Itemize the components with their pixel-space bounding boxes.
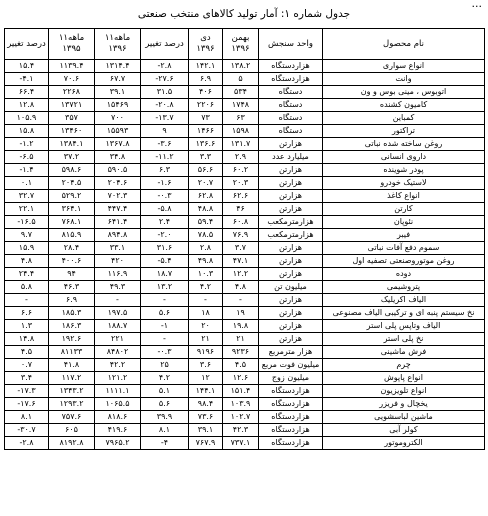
cell-11m-1396: ۷۰۰ — [95, 112, 141, 125]
cell-unit: هزارتن — [259, 164, 323, 177]
table-row — [5, 281, 485, 294]
cell-dey-1396: ۷۳.۶ — [189, 411, 223, 424]
cell-unit: هزاردستگاه — [259, 385, 323, 398]
cell-11m-1395: ۲۸.۴ — [49, 242, 95, 255]
cell-11m-1396: ۳۳.۱ — [95, 242, 141, 255]
cell-11m-1396: ۷۰۲.۳ — [95, 190, 141, 203]
table-caption: جدول شماره ۱: آمار تولید کالاهای منتخب صنعتی — [137, 8, 351, 20]
cell-change-pct-11m: ۱۴.۸ — [5, 333, 49, 346]
table-row — [5, 320, 485, 333]
cell-change-pct-11m: -۳۰.۷ — [5, 424, 49, 437]
cell-dey-1396: ۲۰.۷ — [189, 177, 223, 190]
cell-11m-1395: ۷۵۷.۶ — [49, 411, 95, 424]
cell-11m-1396: ۸۴۸۰۲ — [95, 346, 141, 359]
cell-change-pct-month: -۳.۶ — [141, 138, 189, 151]
cell-11m-1396: ۷۹۶۵.۲ — [95, 437, 141, 450]
cell-11m-1396: ۱۳۶۷.۸ — [95, 138, 141, 151]
cell-product-name: یخچال و فریزر — [323, 398, 485, 411]
cell-product-name: ماشین لباسشویی — [323, 411, 485, 424]
table-row — [5, 60, 485, 73]
cell-change-pct-month: ۴.۲ — [141, 372, 189, 385]
cell-unit: هزاردستگاه — [259, 398, 323, 411]
table-row — [5, 99, 485, 112]
cell-change-pct-month: ۹ — [141, 125, 189, 138]
cell-11m-1396: ۱۱۶.۹ — [95, 268, 141, 281]
table-row — [5, 255, 485, 268]
cell-11m-1395: ۲۲۶۸ — [49, 86, 95, 99]
cell-change-pct-11m: -۱۷.۶ — [5, 398, 49, 411]
cell-11m-1395: ۱۳۴۶۰ — [49, 125, 95, 138]
table-row — [5, 138, 485, 151]
cell-11m-1395: ۱۱۷.۲ — [49, 372, 95, 385]
cell-bahman-1396: ۲۰.۳ — [223, 177, 259, 190]
header-11m-1395: ۱۱ماهه ۱۳۹۵ — [49, 29, 95, 60]
cell-change-pct-11m: ۲۴.۴ — [5, 268, 49, 281]
cell-11m-1395: ۱۸۶.۳ — [49, 320, 95, 333]
cell-dey-1396: ۷۸.۵ — [189, 229, 223, 242]
table-row — [5, 73, 485, 86]
cell-11m-1396: ۴۴۷.۴ — [95, 203, 141, 216]
cell-bahman-1396: ۶۳ — [223, 112, 259, 125]
cell-change-pct-11m: ۳.۴ — [5, 372, 49, 385]
cell-product-name: فرش ماشینی — [323, 346, 485, 359]
cell-dey-1396: ۴۸.۸ — [189, 203, 223, 216]
production-stats-table — [4, 28, 485, 450]
cell-11m-1395: ۷۰.۶ — [49, 73, 95, 86]
cell-change-pct-11m: ۵.۸ — [5, 281, 49, 294]
cell-dey-1396: ۱۳۶.۶ — [189, 138, 223, 151]
cell-11m-1396: ۴۹.۳ — [95, 281, 141, 294]
cell-change-pct-month: -۴ — [141, 437, 189, 450]
cell-change-pct-month: ۵.۶ — [141, 307, 189, 320]
cell-change-pct-month: ۶.۳ — [141, 164, 189, 177]
cell-change-pct-month: -۰.۳ — [141, 190, 189, 203]
cell-dey-1396: ۴۰۶ — [189, 86, 223, 99]
table-row — [5, 372, 485, 385]
cell-11m-1396: ۱۳۱۴.۴ — [95, 60, 141, 73]
cell-11m-1395: ۴۱.۸ — [49, 359, 95, 372]
cell-bahman-1396: ۱۹.۸ — [223, 320, 259, 333]
cell-change-pct-month: -۱۳.۷ — [141, 112, 189, 125]
cell-change-pct-month: -۵.۸ — [141, 203, 189, 216]
cell-11m-1396: ۶۷.۷ — [95, 73, 141, 86]
cell-dey-1396: - — [189, 294, 223, 307]
cell-11m-1396: ۲۰۴.۶ — [95, 177, 141, 190]
cell-product-name: لاستیک خودرو — [323, 177, 485, 190]
cell-unit: هزاردستگاه — [259, 60, 323, 73]
table-row — [5, 190, 485, 203]
cell-change-pct-month: ۲.۴ — [141, 216, 189, 229]
table-row — [5, 125, 485, 138]
cell-dey-1396: ۱۴۲.۱ — [189, 60, 223, 73]
cell-11m-1395: ۳۷.۲ — [49, 151, 95, 164]
table-row — [5, 86, 485, 99]
table-row — [5, 411, 485, 424]
cell-dey-1396: ۳.۳ — [189, 151, 223, 164]
cell-product-name: داروی انسانی — [323, 151, 485, 164]
header-change-pct-month: درصد تغییر — [141, 29, 189, 60]
cell-unit: میلیون فوت مربع — [259, 359, 323, 372]
cell-11m-1395: ۱۲۹۳.۲ — [49, 398, 95, 411]
cell-11m-1395: ۳۶۴.۱ — [49, 203, 95, 216]
cell-change-pct-month: -۲۰.۸ — [141, 99, 189, 112]
cell-unit: هزارتن — [259, 138, 323, 151]
cell-unit: هزارتن — [259, 255, 323, 268]
cell-change-pct-11m: ۶۶.۴ — [5, 86, 49, 99]
cell-change-pct-month: ۱۳.۲ — [141, 281, 189, 294]
table-row — [5, 151, 485, 164]
cell-dey-1396: ۴۹.۸ — [189, 255, 223, 268]
cell-change-pct-11m: ۶.۶ — [5, 307, 49, 320]
cell-dey-1396: ۱۸ — [189, 307, 223, 320]
cell-change-pct-11m: ۱۰۵.۹ — [5, 112, 49, 125]
cell-11m-1396: ۱۸۸.۷ — [95, 320, 141, 333]
table-row — [5, 346, 485, 359]
header-bahman-1396: بهمن ۱۳۹۶ — [223, 29, 259, 60]
cell-product-name: کولر آبی — [323, 424, 485, 437]
cell-change-pct-month: -۱۱.۲ — [141, 151, 189, 164]
cell-change-pct-month: -۱.۶ — [141, 177, 189, 190]
cell-11m-1396: ۴۲.۲ — [95, 359, 141, 372]
cell-bahman-1396: ۴۲.۳ — [223, 424, 259, 437]
cell-product-name: الیاف وتاپس پلی استر — [323, 320, 485, 333]
cell-11m-1396: ۱۰۶۵.۵ — [95, 398, 141, 411]
cell-11m-1395: ۵۹۸.۶ — [49, 164, 95, 177]
cell-product-name: کامیون کشنده — [323, 99, 485, 112]
cell-11m-1395: ۳۵۷ — [49, 112, 95, 125]
cell-11m-1395: ۹۴ — [49, 268, 95, 281]
cell-product-name: پودر شوینده — [323, 164, 485, 177]
cell-bahman-1396: ۲.۹ — [223, 151, 259, 164]
cell-11m-1396: ۶۴۱.۴ — [95, 216, 141, 229]
cell-change-pct-11m: ۱۲.۸ — [5, 99, 49, 112]
cell-11m-1395: ۱۸۵.۳ — [49, 307, 95, 320]
table-row — [5, 229, 485, 242]
cell-change-pct-month: ۲۵ — [141, 359, 189, 372]
cell-change-pct-month: -۲۷.۶ — [141, 73, 189, 86]
cell-bahman-1396: - — [223, 294, 259, 307]
cell-dey-1396: ۱۴۴.۱ — [189, 385, 223, 398]
cell-dey-1396: ۹۱۹۶ — [189, 346, 223, 359]
cell-change-pct-month: -۱ — [141, 320, 189, 333]
cell-bahman-1396: ۶۲.۶ — [223, 190, 259, 203]
cell-unit: دستگاه — [259, 125, 323, 138]
cell-product-name: نئوپان — [323, 216, 485, 229]
table-row — [5, 294, 485, 307]
cell-bahman-1396: ۱۳۸.۲ — [223, 60, 259, 73]
cell-11m-1396: ۴۱۹.۶ — [95, 424, 141, 437]
cell-dey-1396: ۲۱ — [189, 333, 223, 346]
cell-product-name: نخ سیستم پنبه ای و ترکیبی الیاف مصنوعی — [323, 307, 485, 320]
cell-change-pct-month: ۳۱.۶ — [141, 242, 189, 255]
cell-change-pct-11m: ۱۵.۸ — [5, 125, 49, 138]
cell-11m-1396: ۱۹۷.۵ — [95, 307, 141, 320]
cell-11m-1396: - — [95, 294, 141, 307]
cell-change-pct-11m: ۱.۳ — [5, 320, 49, 333]
cell-product-name: روغن ساخته شده نباتی — [323, 138, 485, 151]
cell-11m-1396: ۱۱۱۱.۱ — [95, 385, 141, 398]
cell-change-pct-11m: -۱۷.۳ — [5, 385, 49, 398]
cell-product-name: کمباین — [323, 112, 485, 125]
cell-dey-1396: ۶۲.۸ — [189, 190, 223, 203]
cell-product-name: انواع سواری — [323, 60, 485, 73]
cell-change-pct-month: ۳۹.۹ — [141, 411, 189, 424]
cell-bahman-1396: ۱۵۹۸ — [223, 125, 259, 138]
cell-dey-1396: ۷۶۷.۹ — [189, 437, 223, 450]
table-row — [5, 242, 485, 255]
cell-product-name: پتروشیمی — [323, 281, 485, 294]
cell-dey-1396: ۲۰ — [189, 320, 223, 333]
cell-product-name: اتوبوس ، مینی بوس و ون — [323, 86, 485, 99]
cell-11m-1395: ۶۰۵ — [49, 424, 95, 437]
table-row — [5, 177, 485, 190]
cell-change-pct-11m: -۱۶.۵ — [5, 216, 49, 229]
cell-unit: هزارتن — [259, 294, 323, 307]
cell-unit: هزارتن — [259, 190, 323, 203]
table-row — [5, 268, 485, 281]
cell-11m-1395: ۷۶۸.۱ — [49, 216, 95, 229]
table-row — [5, 112, 485, 125]
cell-11m-1395: ۸۱۱۳۳ — [49, 346, 95, 359]
cell-11m-1396: ۱۵۵۹۳ — [95, 125, 141, 138]
cell-11m-1395: ۱۳۷۲۱ — [49, 99, 95, 112]
cell-unit: هزارتن — [259, 203, 323, 216]
cell-11m-1396: ۵۹۰.۵ — [95, 164, 141, 177]
cell-11m-1395: ۲۰۴.۵ — [49, 177, 95, 190]
table-body — [5, 60, 485, 450]
cell-change-pct-month: - — [141, 294, 189, 307]
cell-change-pct-month: -۲.۸ — [141, 60, 189, 73]
cell-11m-1396: ۸۹۴.۸ — [95, 229, 141, 242]
cell-11m-1395: ۱۱۳۹.۴ — [49, 60, 95, 73]
cell-unit: میلیارد عدد — [259, 151, 323, 164]
cell-change-pct-month: ۱۸.۷ — [141, 268, 189, 281]
cell-unit: هزارمترمکعب — [259, 216, 323, 229]
cell-bahman-1396: ۱۷۴۸ — [223, 99, 259, 112]
cell-dey-1396: ۹۸.۴ — [189, 398, 223, 411]
cell-change-pct-11m: -۲.۸ — [5, 437, 49, 450]
cell-bahman-1396: ۴۶ — [223, 203, 259, 216]
table-row — [5, 216, 485, 229]
cell-dey-1396: ۱۰.۳ — [189, 268, 223, 281]
header-11m-1396: ۱۱ماهه ۱۳۹۶ — [95, 29, 141, 60]
cell-unit: هزارمترمکعب — [259, 229, 323, 242]
cell-11m-1395: ۱۳۴۳.۲ — [49, 385, 95, 398]
cell-product-name: کارتن — [323, 203, 485, 216]
cell-dey-1396: ۵۶.۶ — [189, 164, 223, 177]
cell-change-pct-11m: ۴.۵ — [5, 346, 49, 359]
header-change-pct-11m: درصد تغییر — [5, 29, 49, 60]
table-row — [5, 424, 485, 437]
cell-unit: هزارتن — [259, 242, 323, 255]
cell-11m-1395: ۴۰۰.۶ — [49, 255, 95, 268]
cell-change-pct-month: -۲.۰ — [141, 229, 189, 242]
cell-unit: دستگاه — [259, 99, 323, 112]
table-row — [5, 164, 485, 177]
table-header-row — [5, 29, 485, 60]
cell-dey-1396: ۱۲ — [189, 372, 223, 385]
header-dey-1396: دی ۱۳۹۶ — [189, 29, 223, 60]
cell-unit: دستگاه — [259, 112, 323, 125]
cell-product-name: فیبر — [323, 229, 485, 242]
cell-product-name: روغن موتوروصنعتی تصفیه اول — [323, 255, 485, 268]
cell-unit: هزاردستگاه — [259, 424, 323, 437]
cell-change-pct-11m: -۱.۲ — [5, 138, 49, 151]
table-row — [5, 385, 485, 398]
cell-11m-1396: ۸۱۸.۶ — [95, 411, 141, 424]
table-row — [5, 203, 485, 216]
cell-bahman-1396: ۱۹ — [223, 307, 259, 320]
cell-11m-1395: ۱۳۸۴.۱ — [49, 138, 95, 151]
cell-change-pct-month: ۸.۱ — [141, 424, 189, 437]
cell-unit: هزاردستگاه — [259, 437, 323, 450]
cell-change-pct-month: -۵.۴ — [141, 255, 189, 268]
cell-11m-1396: ۱۲۱.۲ — [95, 372, 141, 385]
cell-bahman-1396: ۷۶.۹ — [223, 229, 259, 242]
cell-11m-1396: ۱۵۴۶۹ — [95, 99, 141, 112]
cell-unit: هزارتن — [259, 333, 323, 346]
cell-dey-1396: ۶.۹ — [189, 73, 223, 86]
cell-11m-1395: ۴۶.۳ — [49, 281, 95, 294]
cell-change-pct-11m: ۱۵.۴ — [5, 60, 49, 73]
cell-unit: هزاردستگاه — [259, 411, 323, 424]
cell-product-name: تراکتور — [323, 125, 485, 138]
cell-change-pct-11m: ۳۲.۷ — [5, 190, 49, 203]
cell-11m-1396: ۳۹.۱ — [95, 86, 141, 99]
cell-change-pct-11m: -۶.۵ — [5, 151, 49, 164]
cell-change-pct-month: -۰.۳ — [141, 346, 189, 359]
cell-change-pct-11m: ۲۲.۱ — [5, 203, 49, 216]
cell-bahman-1396: ۵ — [223, 73, 259, 86]
cell-dey-1396: ۳.۶ — [189, 359, 223, 372]
cell-bahman-1396: ۱۳۱.۷ — [223, 138, 259, 151]
cell-bahman-1396: ۱۰۲.۷ — [223, 411, 259, 424]
cell-dey-1396: ۲.۸ — [189, 242, 223, 255]
cell-product-name: الکتروموتور — [323, 437, 485, 450]
cell-unit: هزارتن — [259, 177, 323, 190]
cell-change-pct-month: ۵.۱ — [141, 385, 189, 398]
cell-product-name: انواع تلویزیون — [323, 385, 485, 398]
cell-bahman-1396: ۱۲.۲ — [223, 268, 259, 281]
cell-unit: هزاردستگاه — [259, 73, 323, 86]
cell-bahman-1396: ۴.۵ — [223, 359, 259, 372]
cell-product-name: الیاف اکریلیک — [323, 294, 485, 307]
cell-bahman-1396: ۱۰۳.۹ — [223, 398, 259, 411]
cell-unit: دستگاه — [259, 86, 323, 99]
cell-bahman-1396: ۱۲.۶ — [223, 372, 259, 385]
cell-product-name: دوده — [323, 268, 485, 281]
cell-bahman-1396: ۹۲۳۶ — [223, 346, 259, 359]
cell-change-pct-11m: - — [5, 294, 49, 307]
cell-change-pct-11m: ۹.۷ — [5, 229, 49, 242]
cell-11m-1396: ۴۲۰ — [95, 255, 141, 268]
header-product: نام محصول — [323, 29, 485, 60]
cell-bahman-1396: ۷۳۷.۱ — [223, 437, 259, 450]
cell-unit: هزارتن — [259, 307, 323, 320]
table-row — [5, 359, 485, 372]
page-header-fragment: ... — [471, 0, 482, 10]
cell-product-name: انواع پاپوش — [323, 372, 485, 385]
header-unit: واحد سنجش — [259, 29, 323, 60]
cell-change-pct-11m: -۱.۴ — [5, 164, 49, 177]
cell-dey-1396: ۳۹.۱ — [189, 424, 223, 437]
cell-bahman-1396: ۴.۸ — [223, 281, 259, 294]
cell-bahman-1396: ۲۱ — [223, 333, 259, 346]
cell-11m-1395: ۵۲۹.۲ — [49, 190, 95, 203]
cell-bahman-1396: ۶۰.۸ — [223, 216, 259, 229]
cell-change-pct-month: ۳۱.۵ — [141, 86, 189, 99]
table-row — [5, 333, 485, 346]
cell-change-pct-month: - — [141, 333, 189, 346]
cell-bahman-1396: ۶۰.۲ — [223, 164, 259, 177]
cell-dey-1396: ۱۴۶۶ — [189, 125, 223, 138]
cell-dey-1396: ۵۹.۴ — [189, 216, 223, 229]
cell-unit: هزار مترمربع — [259, 346, 323, 359]
cell-change-pct-11m: ۰.۱ — [5, 177, 49, 190]
cell-change-pct-month: ۵.۶ — [141, 398, 189, 411]
cell-11m-1395: ۱۹۲.۶ — [49, 333, 95, 346]
table-row — [5, 307, 485, 320]
cell-dey-1396: ۲۲۰۶ — [189, 99, 223, 112]
cell-product-name: وانت — [323, 73, 485, 86]
cell-dey-1396: ۷۳ — [189, 112, 223, 125]
cell-unit: میلیون تن — [259, 281, 323, 294]
cell-unit: هزارتن — [259, 320, 323, 333]
cell-product-name: نخ پلی استر — [323, 333, 485, 346]
cell-change-pct-11m: ۸.۱ — [5, 411, 49, 424]
cell-11m-1395: ۸۱۵.۹ — [49, 229, 95, 242]
cell-change-pct-11m: ۴.۸ — [5, 255, 49, 268]
cell-product-name: چرم — [323, 359, 485, 372]
cell-product-name: انواع کاغذ — [323, 190, 485, 203]
cell-unit: هزارتن — [259, 268, 323, 281]
cell-bahman-1396: ۳.۷ — [223, 242, 259, 255]
cell-unit: میلیون زوج — [259, 372, 323, 385]
cell-bahman-1396: ۵۳۴ — [223, 86, 259, 99]
cell-product-name: سموم دفع آفات نباتی — [323, 242, 485, 255]
cell-change-pct-11m: ۱۵.۹ — [5, 242, 49, 255]
cell-11m-1396: ۲۲۱ — [95, 333, 141, 346]
cell-dey-1396: ۴.۲ — [189, 281, 223, 294]
cell-11m-1396: ۳۴.۸ — [95, 151, 141, 164]
table-row — [5, 437, 485, 450]
cell-bahman-1396: ۴۷.۱ — [223, 255, 259, 268]
table-row — [5, 398, 485, 411]
cell-change-pct-11m: -۴.۱ — [5, 73, 49, 86]
cell-change-pct-11m: ۰.۷ — [5, 359, 49, 372]
cell-11m-1395: ۸۱۹۲.۸ — [49, 437, 95, 450]
cell-bahman-1396: ۱۵۱.۴ — [223, 385, 259, 398]
cell-11m-1395: ۶.۹ — [49, 294, 95, 307]
